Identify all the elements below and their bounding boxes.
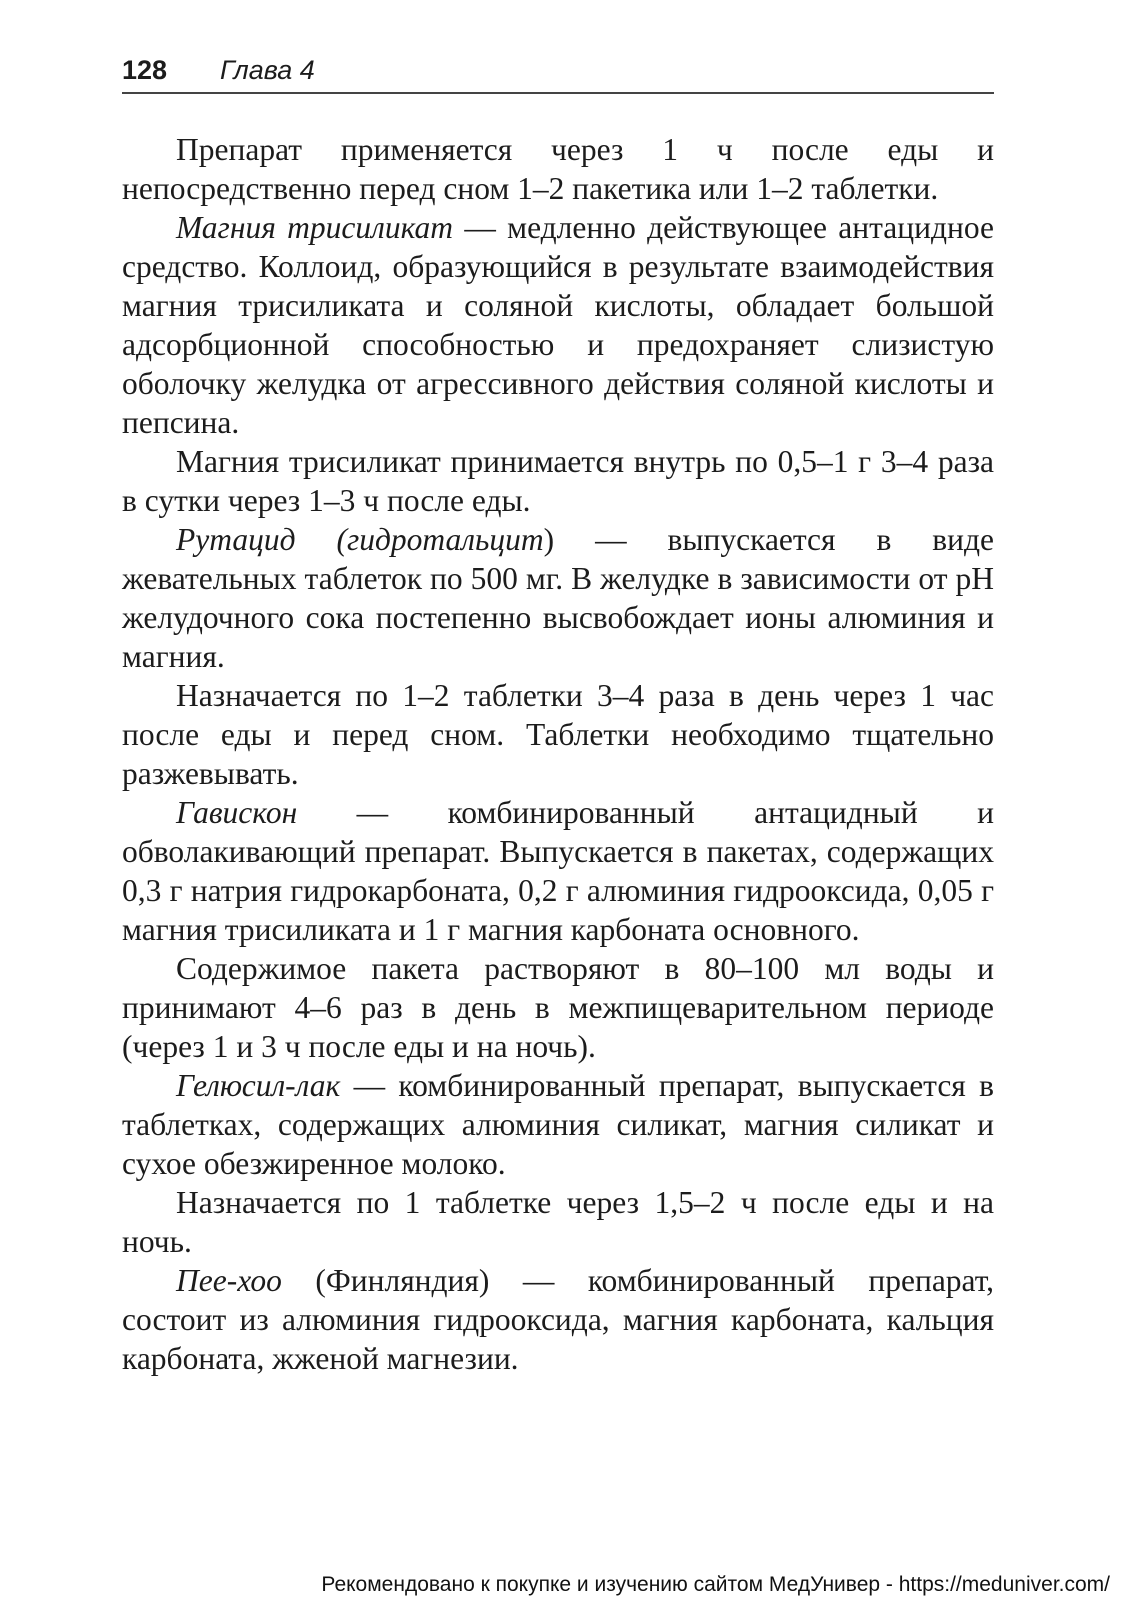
paragraph: Назначается по 1 таблетке через 1,5–2 ч после еды и на ночь. [122,1185,994,1259]
paragraph: Рутацид (гидротальцит) — выпускается в виде жевательных таблеток по 500 мг. В желудке в зависимости от pH желудочного сока постепенно высвобождает ионы алюминия и магния. [122,522,994,674]
paragraph: Магния трисиликат принимается внутрь по 0,5–1 г 3–4 раза в сутки через 1–3 ч после еды. [122,444,994,518]
running-head [122,52,994,94]
paragraph: Гавискон — комбинированный антацидный и обволакивающий препарат. Выпускается в пакетах, содержащих 0,3 г натрия гидрокарбоната, 0,2 г алюминия гидрооксида, 0,05 г магния трисиликата и 1 г магния карбоната основного. [122,795,994,947]
paragraph: Содержимое пакета растворяют в 80–100 мл воды и принимают 4–6 раз в день в межпищеварительном периоде (через 1 и 3 ч после еды и на ночь). [122,951,994,1064]
paragraph: Гелюсил-лак — комбинированный препарат, выпускается в таблетках, содержащих алюминия силикат, магния силикат и сухое обезжиренное молоко. [122,1068,994,1181]
paragraph: Магния трисиликат — медленно действующее антацидное средство. Коллоид, образующийся в результате взаимодействия магния трисиликата и соляной кислоты, обладает большой адсорбционной способностью и предохраняет слизистую оболочку желудка от агрессивного действия соляной кислоты и пепсина. [122,210,994,440]
drug-name: Рутацид (гидротальцит [176,522,544,557]
body-text [122,130,994,1378]
paragraph: Пее-хоо (Финляндия) — комбинированный препарат, состоит из алюминия гидрооксида, магния карбоната, кальция карбоната, жженой магнезии. [122,1263,994,1376]
drug-name: Гавискон [176,795,298,830]
drug-name: Пее-хоо [176,1263,282,1298]
page-number: 128 [122,55,168,85]
paragraph: Препарат применяется через 1 ч после еды и непосредственно перед сном 1–2 пакетика или 1–2 таблетки. [122,132,994,206]
footer-watermark: Рекомендовано к покупке и изучению сайтом МедУнивер - https://meduniver.com/ [321,1573,1110,1596]
chapter-title: Глава 4 [220,55,315,85]
drug-name: Гелюсил-лак [176,1068,341,1103]
drug-name: Магния трисиликат [176,210,454,245]
paragraph: Назначается по 1–2 таблетки 3–4 раза в день через 1 час после еды и перед сном. Таблетки необходимо тщательно разжевывать. [122,678,994,791]
